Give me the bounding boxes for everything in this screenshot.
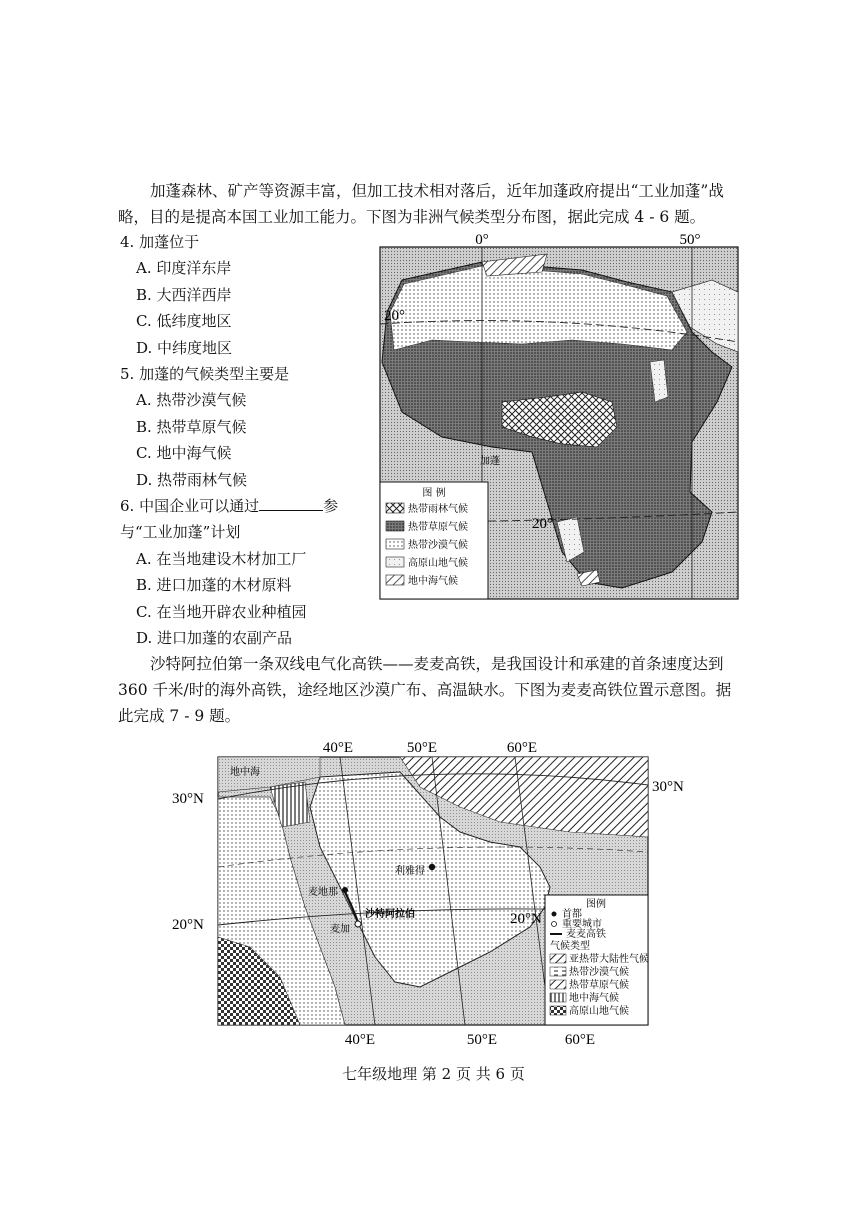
medina-label: 麦地那 — [308, 887, 338, 898]
intro-2-line-3: 此完成 7 - 9 题。 — [118, 707, 241, 725]
africa-legend-item-2: 热带草原气候 — [408, 522, 468, 533]
africa-legend-item-1: 热带雨林气候 — [408, 504, 468, 515]
question-6-stem-b: 参 — [323, 497, 339, 515]
legend-capital: 首都 — [562, 909, 582, 920]
arabia-legend-item-1: 亚热带大陆性气候 — [569, 954, 649, 965]
question-4-option-d: D. 中纬度地区 — [136, 338, 233, 357]
legend-city-symbol — [552, 922, 557, 927]
legend-swatch-2 — [550, 967, 566, 976]
question-5-stem: 5. 加蓬的气候类型主要是 — [120, 365, 290, 383]
legend-swatch-4 — [550, 993, 566, 1002]
question-4 — [120, 229, 370, 361]
intro-1-line-2: 略，目的是提高本国工业加工能力。下图为非洲气候类型分布图，据此完成 4 - 6 题。 — [118, 208, 706, 226]
africa-legend-item-3: 热带沙漠气候 — [408, 540, 468, 551]
answer-blank — [259, 496, 323, 511]
africa-lat-20n: 20° — [384, 308, 405, 324]
lon-40e-bottom: 40°E — [344, 1032, 376, 1048]
legend-capital-symbol — [552, 912, 557, 917]
intro-2-line-2: 360 千米/时的海外高铁，途经地区沙漠广布、高温缺水。下图为麦麦高铁位置示意图。据 — [118, 681, 732, 699]
africa-climate-map — [372, 232, 744, 604]
gabon-label: 加蓬 — [480, 456, 500, 467]
lon-40e-top: 40°E — [322, 740, 354, 756]
lat-20n-left: 20°N — [172, 917, 204, 933]
arabia-map-legend — [545, 895, 649, 1025]
legend-swatch-rainforest — [386, 503, 404, 513]
mecca-label: 麦加 — [330, 924, 350, 935]
question-6 — [120, 493, 370, 651]
africa-lon-0: 0° — [475, 232, 489, 248]
question-6-option-b: B. 进口加蓬的木材原料 — [136, 576, 292, 595]
africa-legend-title: 图 例 — [422, 488, 446, 499]
question-4-stem: 4. 加蓬位于 — [120, 233, 200, 251]
lon-60e-bottom: 60°E — [564, 1032, 596, 1048]
question-5-option-a: A. 热带沙漠气候 — [136, 391, 247, 410]
question-6-stem-a: 6. 中国企业可以通过 — [120, 497, 260, 515]
saudi-label: 沙特阿拉伯 — [365, 909, 415, 920]
lat-30n-right: 30°N — [652, 779, 684, 795]
legend-swatch-highland — [386, 557, 404, 567]
question-5-option-c: C. 地中海气候 — [136, 444, 232, 463]
arabia-legend-item-2: 热带沙漠气候 — [569, 967, 629, 978]
question-6-option-a: A. 在当地建设木材加工厂 — [136, 549, 307, 568]
lon-50e-top: 50°E — [406, 740, 438, 756]
mecca-dot — [355, 921, 361, 927]
question-5-option-b: B. 热带草原气候 — [136, 417, 247, 436]
sea-label: 地中海 — [230, 767, 260, 778]
question-6-option-d: D. 进口加蓬的农副产品 — [136, 629, 293, 648]
legend-swatch-desert — [386, 539, 404, 549]
africa-map-legend — [380, 482, 488, 599]
arabia-legend-title: 图例 — [586, 899, 606, 910]
legend-swatch-5 — [550, 1006, 566, 1015]
africa-lat-20s: 20° — [532, 516, 553, 532]
question-4-option-c: C. 低纬度地区 — [136, 312, 232, 331]
page-footer: 七年级地理 第 2 页 共 6 页 — [342, 1065, 525, 1083]
lat-20n-inner: 20°N — [510, 911, 542, 927]
legend-climate-title: 气候类型 — [550, 941, 590, 952]
question-6-stem-line-1 — [120, 493, 370, 519]
africa-lon-50: 50° — [679, 232, 701, 248]
intro-paragraph-1 — [118, 178, 748, 230]
question-5-option-d: D. 热带雨林气候 — [136, 470, 248, 489]
legend-swatch-1 — [550, 954, 566, 963]
riyadh-dot — [429, 864, 435, 870]
legend-swatch-mediterranean — [386, 575, 404, 585]
legend-swatch-savanna — [386, 521, 404, 531]
question-4-option-a: A. 印度洋东岸 — [136, 259, 232, 278]
legend-swatch-3 — [550, 980, 566, 989]
arabia-legend-item-4: 地中海气候 — [569, 993, 619, 1004]
lon-50e-bottom: 50°E — [466, 1032, 498, 1048]
africa-legend-item-5: 地中海气候 — [408, 576, 458, 587]
legend-rail: 麦麦高铁 — [566, 929, 606, 940]
question-6-stem-line-2: 与“工业加蓬”计划 — [120, 523, 241, 542]
legend-city: 重要城市 — [562, 919, 602, 930]
intro-paragraph-2 — [118, 651, 748, 729]
intro-2-line-1: 沙特阿拉伯第一条双线电气化高铁——麦麦高铁，是我国设计和承建的首条速度达到 — [150, 655, 724, 673]
lat-30n-left: 30°N — [172, 791, 204, 807]
arabia-legend-item-3: 热带草原气候 — [569, 980, 629, 991]
arabia-legend-item-5: 高原山地气候 — [569, 1006, 629, 1017]
question-5 — [120, 361, 370, 493]
question-6-option-c: C. 在当地开辟农业种植园 — [136, 602, 307, 621]
riyadh-label: 利雅得 — [395, 866, 425, 877]
arabia-railway-map — [170, 737, 700, 1052]
intro-1-line-1: 加蓬森林、矿产等资源丰富，但加工技术相对落后，近年加蓬政府提出“工业加蓬”战 — [150, 182, 724, 200]
lon-60e-top: 60°E — [506, 740, 538, 756]
question-4-option-b: B. 大西洋西岸 — [136, 285, 232, 304]
africa-legend-item-4: 高原山地气候 — [408, 558, 468, 569]
medina-dot — [342, 887, 348, 893]
